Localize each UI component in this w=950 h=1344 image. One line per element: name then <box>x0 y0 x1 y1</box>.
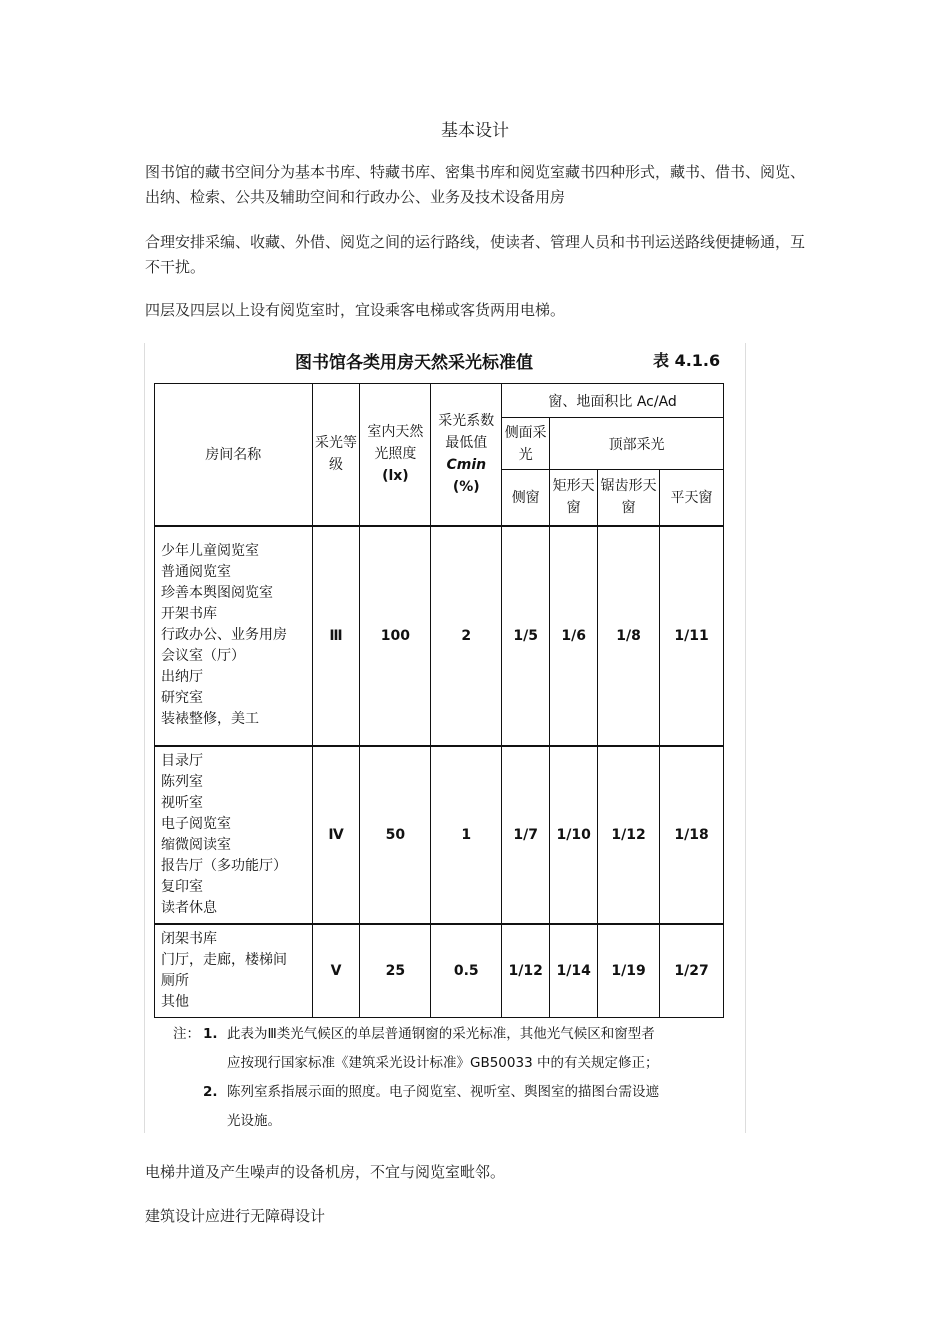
room-name: 闭架书库 <box>161 930 217 947</box>
room-name: 装裱整修，美工 <box>161 711 259 727</box>
table-number: 表 4.1.6 <box>653 351 721 370</box>
room-name: 陈列室 <box>161 773 203 790</box>
row-2-illuminance: 50 <box>360 746 431 924</box>
note-1-number: 1. <box>203 1026 218 1042</box>
row-2-flat-skylight: 1/18 <box>660 746 724 924</box>
lighting-standard-table-figure <box>144 343 746 1133</box>
table-row <box>155 746 724 924</box>
row-1-rect-skylight: 1/6 <box>550 526 598 746</box>
room-name: 报告厅（多功能厅） <box>161 857 287 874</box>
header-window-floor-ratio: 窗、地面积比 Ac/Ad <box>502 384 724 418</box>
room-name: 研究室 <box>161 690 203 706</box>
room-name: 其他 <box>161 993 189 1010</box>
row-3-coefficient: 0.5 <box>431 924 502 1018</box>
row-1-coefficient: 2 <box>431 526 502 746</box>
header-illuminance <box>360 384 431 526</box>
row-2-side-window: 1/7 <box>502 746 550 924</box>
table-row <box>155 924 724 1018</box>
note-label: 注： <box>173 1026 200 1042</box>
room-name: 出纳厅 <box>161 669 203 685</box>
header-top-lighting: 顶部采光 <box>550 418 724 470</box>
header-rect-skylight: 矩形天窗 <box>550 470 598 526</box>
row-3-names <box>155 924 313 1018</box>
header-room-name: 房间名称 <box>155 384 313 526</box>
room-name: 目录厅 <box>161 752 203 769</box>
row-3-grade: Ⅴ <box>312 924 360 1018</box>
header-illuminance-label: 室内天然光照度 <box>367 424 424 463</box>
note-2-line-1: 陈列室系指展示面的照度。电子阅览室、视听室、舆图室的描图台需设遮 <box>227 1084 659 1100</box>
paragraph-1: 图书馆的藏书空间分为基本书库、特藏书库、密集书库和阅览室藏书四种形式，藏书、借书、阅览、出纳、检索、公共及辅助空间和行政办公、业务及技术设备用房 <box>145 163 806 206</box>
lighting-standard-table <box>154 383 724 1018</box>
note-2 <box>173 1078 738 1107</box>
header-coefficient-unit: (%) <box>452 479 480 496</box>
paragraph-2: 合理安排采编、收藏、外借、阅览之间的运行路线，使读者、管理人员和书刊运送路线便捷畅通，互不干扰。 <box>145 233 806 276</box>
row-1-flat-skylight: 1/11 <box>660 526 724 746</box>
room-name: 普通阅览室 <box>161 564 231 580</box>
row-1-side-window: 1/5 <box>502 526 550 746</box>
header-coefficient <box>431 384 502 526</box>
row-3-saw-skylight: 1/19 <box>598 924 660 1018</box>
table-title: 图书馆各类用房天然采光标准值 <box>295 353 533 373</box>
row-1-illuminance: 100 <box>360 526 431 746</box>
room-name: 读者休息 <box>161 899 217 916</box>
row-2-rect-skylight: 1/10 <box>550 746 598 924</box>
row-3-illuminance: 25 <box>360 924 431 1018</box>
row-3-rect-skylight: 1/14 <box>550 924 598 1018</box>
table-row <box>155 526 724 746</box>
row-2-names <box>155 746 313 924</box>
note-2-number: 2. <box>203 1084 218 1100</box>
room-name: 开架书库 <box>161 606 217 622</box>
row-3-flat-skylight: 1/27 <box>660 924 724 1018</box>
row-2-saw-skylight: 1/12 <box>598 746 660 924</box>
note-1 <box>173 1020 738 1049</box>
paragraph-3: 四层及四层以上设有阅览室时，宜设乘客电梯或客货两用电梯。 <box>145 301 566 319</box>
header-saw-skylight: 锯齿形天窗 <box>598 470 660 526</box>
paragraph-4: 电梯井道及产生噪声的设备机房，不宜与阅览室毗邻。 <box>145 1163 506 1181</box>
header-side-lighting: 侧面采光 <box>502 418 550 470</box>
header-flat-skylight: 平天窗 <box>660 470 724 526</box>
paragraph-5: 建筑设计应进行无障碍设计 <box>145 1207 326 1225</box>
row-1-saw-skylight: 1/8 <box>598 526 660 746</box>
row-3-side-window: 1/12 <box>502 924 550 1018</box>
header-illuminance-unit: (lx) <box>382 468 409 485</box>
row-1-names <box>155 526 313 746</box>
room-name: 视听室 <box>161 794 203 811</box>
row-2-grade: Ⅳ <box>312 746 360 924</box>
note-2-line-2: 光设施。 <box>227 1113 281 1129</box>
room-name: 会议室（厅） <box>161 648 245 664</box>
room-name: 珍善本舆图阅览室 <box>161 585 273 601</box>
note-1-line-1: 此表为Ⅲ类光气候区的单层普通钢窗的采光标准，其他光气候区和窗型者 <box>227 1026 655 1042</box>
header-coefficient-label: 采光系数最低值 <box>438 413 495 452</box>
header-coefficient-symbol: Cmin <box>446 457 487 474</box>
room-name: 少年儿童阅览室 <box>161 543 259 559</box>
room-name: 缩微阅读室 <box>161 836 231 853</box>
room-name: 门厅，走廊，楼梯间 <box>161 951 287 968</box>
row-2-coefficient: 1 <box>431 746 502 924</box>
room-name: 厕所 <box>161 972 189 989</box>
row-1-grade: Ⅲ <box>312 526 360 746</box>
room-name: 行政办公、业务用房 <box>161 627 287 643</box>
table-notes <box>173 1020 738 1136</box>
document-title: 基本设计 <box>441 121 509 141</box>
header-grade: 采光等级 <box>312 384 360 526</box>
room-name: 复印室 <box>161 878 203 895</box>
header-side-window: 侧窗 <box>502 470 550 526</box>
note-1-line-2: 应按现行国家标准《建筑采光设计标准》GB50033 中的有关规定修正； <box>227 1055 659 1071</box>
room-name: 电子阅览室 <box>161 815 231 832</box>
